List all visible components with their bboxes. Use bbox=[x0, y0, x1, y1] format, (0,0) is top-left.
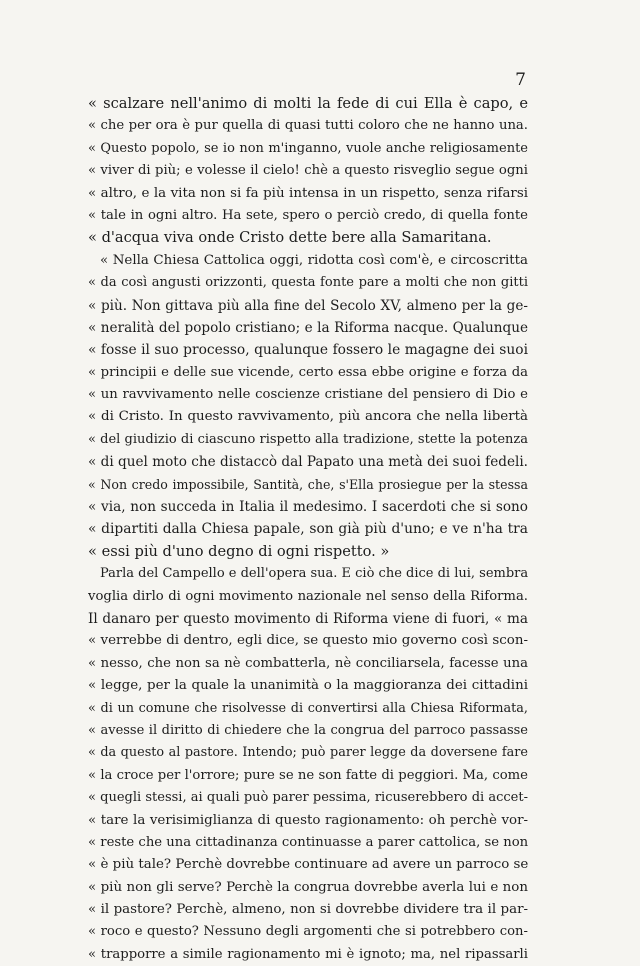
text-line: « legge, per la quale la unanimità o la maggioranza dei cittadini bbox=[88, 678, 528, 694]
text-line: « altro, e la vita non si fa più intensa in un rispetto, senza rifarsi bbox=[88, 185, 528, 201]
text-line: « che per ora è pur quella di quasi tutti coloro che ne hanno una. bbox=[88, 118, 528, 134]
text-line: « scalzare nell'animo di molti la fede di cui Ella è capo, e bbox=[88, 95, 528, 112]
text-line: « del giudizio di ciascuno rispetto alla tradizione, stette la potenza bbox=[88, 431, 528, 447]
text-line: « Non credo impossibile, Santità, che, s'Ella prosiegue per la stessa bbox=[88, 476, 528, 492]
text-line: « più non gli serve? Perchè la congrua dovrebbe averla lui e non bbox=[88, 879, 528, 895]
text-line: « da questo al pastore. Intendo; può parer legge da doversene fare bbox=[88, 745, 528, 761]
text-line: « tale in ogni altro. Ha sete, spero o perciò credo, di quella fonte bbox=[88, 207, 528, 223]
text-line: « quegli stessi, ai quali può parer pessima, ricuserebbero di accet- bbox=[88, 790, 528, 806]
text-line: « un ravvivamento nelle coscienze cristiane del pensiero di Dio e bbox=[88, 387, 528, 403]
page-number: 7 bbox=[515, 70, 526, 90]
text-line: « il pastore? Perchè, almeno, non si dovrebbe dividere tra il par- bbox=[88, 902, 528, 918]
text-line: « di un comune che risolvesse di convertirsi alla Chiesa Riformata, bbox=[88, 700, 528, 716]
text-line: « dipartiti dalla Chiesa papale, son già più d'uno; e ve n'ha tra bbox=[88, 521, 528, 538]
text-line: « neralità del popolo cristiano; e la Riforma nacque. Qualunque bbox=[88, 319, 528, 336]
text-line: « Nella Chiesa Cattolica oggi, ridotta così com'è, e circoscritta bbox=[100, 252, 528, 268]
text-line: « fosse il suo processo, qualunque fossero le magagne dei suoi bbox=[88, 342, 528, 359]
text-line: « viver di più; e volesse il cielo! chè a questo risveglio segue ogni bbox=[88, 163, 528, 179]
text-line: « trapporre a simile ragionamento mi è ignoto; ma, nel ripassarli bbox=[88, 946, 528, 962]
text-line: « di Cristo. In questo ravvivamento, più ancora che nella libertà bbox=[88, 409, 528, 425]
body-text bbox=[88, 93, 528, 966]
text-line: « roco e questo? Nessuno degli argomenti che si potrebbero con- bbox=[88, 924, 528, 940]
text-line: « verrebbe di dentro, egli dice, se questo mio governo così scon- bbox=[88, 633, 528, 649]
text-line: « la croce per l'orrore; pure se ne son fatte di peggiori. Ma, come bbox=[88, 767, 528, 783]
text-line: « principii e delle sue vicende, certo essa ebbe origine e forza da bbox=[88, 364, 528, 380]
text-line: voglia dirlo di ogni movimento nazionale nel senso della Riforma. bbox=[88, 588, 528, 604]
text-line: « nesso, che non sa nè combatterla, nè conciliarsela, facesse una bbox=[88, 655, 528, 671]
text-line: « essi più d'uno degno di ogni rispetto. » bbox=[88, 542, 390, 560]
text-line: « più. Non gittava più alla fine del Secolo XV, almeno per la ge- bbox=[88, 297, 528, 314]
text-line: Il danaro per questo movimento di Riforma viene di fuori, « ma bbox=[88, 610, 528, 627]
text-line: « Questo popolo, se io non m'inganno, vuole anche religiosamente bbox=[88, 140, 528, 156]
text-line: « è più tale? Perchè dovrebbe continuare ad avere un parroco se bbox=[88, 857, 528, 873]
text-line: Parla del Campello e dell'opera sua. E ciò che dice di lui, sembra bbox=[100, 566, 528, 582]
text-line: « tare la verisimiglianza di questo ragionamento: oh perchè vor- bbox=[88, 812, 528, 828]
text-line: « da così angusti orizzonti, questa fonte pare a molti che non gitti bbox=[88, 275, 528, 291]
text-line: « di quel moto che distaccò dal Papato una metà dei suoi fedeli. bbox=[88, 454, 528, 471]
text-line: « avesse il diritto di chiedere che la congrua del parroco passasse bbox=[88, 722, 528, 738]
text-line: « reste che una cittadinanza continuasse a parer cattolica, se non bbox=[88, 834, 528, 850]
text-line: « d'acqua viva onde Cristo dette bere alla Samaritana. bbox=[88, 229, 492, 247]
text-line: « via, non succeda in Italia il medesimo. I sacerdoti che si sono bbox=[88, 499, 528, 516]
